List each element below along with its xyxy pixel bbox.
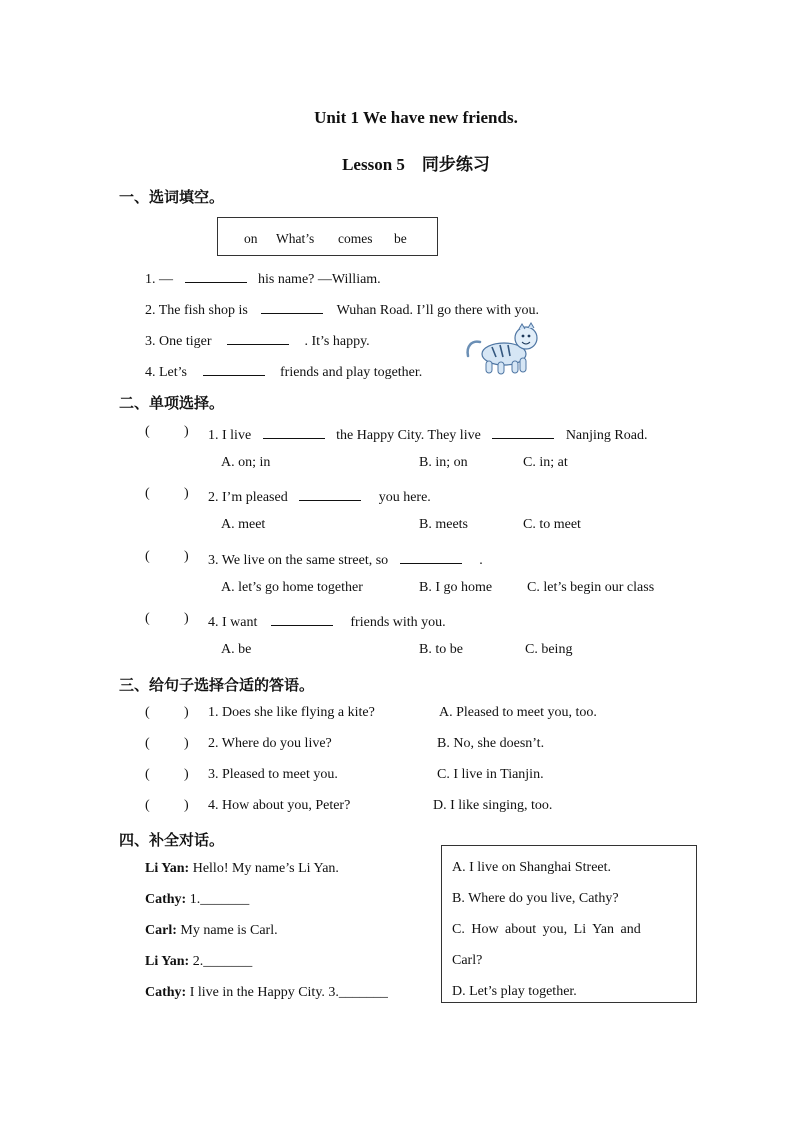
question-text: Nanjing Road. bbox=[565, 428, 648, 443]
answer-paren-close: ) bbox=[184, 798, 189, 813]
answer-blank[interactable] bbox=[299, 486, 361, 501]
choice-question-1 bbox=[208, 424, 647, 444]
answer-paren-open: ( bbox=[145, 424, 150, 439]
dialogue-option: D. Let’s play together. bbox=[452, 984, 577, 999]
answer-blank[interactable] bbox=[492, 424, 554, 439]
fill-question-2 bbox=[145, 299, 539, 319]
dialogue-option: B. Where do you live, Cathy? bbox=[452, 891, 619, 906]
answer-blank[interactable] bbox=[185, 268, 247, 283]
question-text: 3. We live on the same street, so bbox=[208, 553, 389, 568]
dialogue-text[interactable]: I live in the Happy City. 3._______ bbox=[189, 985, 388, 1000]
answer-blank[interactable] bbox=[203, 361, 265, 376]
match-question: 1. Does she like flying a kite? bbox=[208, 705, 375, 720]
answer-blank[interactable] bbox=[261, 299, 323, 314]
question-text: 4. Let’s bbox=[145, 365, 187, 380]
option-text: C. to meet bbox=[523, 517, 581, 532]
match-answer: D. I like singing, too. bbox=[433, 798, 553, 813]
answer-paren-close: ) bbox=[184, 736, 189, 751]
answer-paren-close: ) bbox=[184, 767, 189, 782]
question-text: 1. — bbox=[145, 272, 173, 287]
option-text: C. let’s begin our class bbox=[527, 580, 655, 595]
choice-question-2 bbox=[208, 486, 431, 506]
match-answer: A. Pleased to meet you, too. bbox=[439, 705, 597, 720]
option-text: B. meets bbox=[419, 517, 468, 532]
answer-paren-close: ) bbox=[184, 705, 189, 720]
question-text: 1. I live bbox=[208, 428, 252, 443]
choice-question-4 bbox=[208, 611, 446, 631]
word-bank-word: on bbox=[244, 231, 258, 246]
section4-heading: 四、补全对话。 bbox=[119, 833, 225, 849]
match-answer: B. No, she doesn’t. bbox=[437, 736, 545, 751]
section2-heading: 二、单项选择。 bbox=[119, 396, 225, 412]
answer-blank[interactable] bbox=[400, 549, 462, 564]
word-bank-box bbox=[217, 217, 438, 256]
option-text: A. on; in bbox=[221, 455, 271, 470]
word-bank-word: be bbox=[394, 231, 407, 246]
question-text: friends and play together. bbox=[280, 365, 423, 380]
dialogue-text[interactable]: 1._______ bbox=[189, 892, 250, 907]
speaker-name: Cathy: bbox=[145, 985, 187, 1000]
section3-heading: 三、给句子选择合适的答语。 bbox=[119, 678, 315, 694]
speaker-name: Li Yan: bbox=[145, 954, 190, 969]
word-bank-word: comes bbox=[338, 231, 373, 246]
option-text: A. be bbox=[221, 642, 252, 657]
fill-question-3 bbox=[145, 330, 370, 350]
dialogue-line bbox=[145, 861, 339, 877]
answer-paren-open: ( bbox=[145, 767, 150, 782]
option-text: C. being bbox=[525, 642, 573, 657]
dialogue-text: Hello! My name’s Li Yan. bbox=[192, 861, 339, 876]
dialogue-option: Carl? bbox=[452, 953, 483, 968]
option-text: A. let’s go home together bbox=[221, 580, 363, 595]
match-answer: C. I live in Tianjin. bbox=[437, 767, 544, 782]
dialogue-line bbox=[145, 954, 252, 970]
option-text: B. I go home bbox=[419, 580, 493, 595]
speaker-name: Carl: bbox=[145, 923, 177, 938]
dialogue-option: C. How about you, Li Yan and bbox=[452, 922, 641, 937]
dialogue-text: My name is Carl. bbox=[180, 923, 278, 938]
unit-title: Unit 1 We have new friends. bbox=[314, 108, 518, 127]
question-text: . It’s happy. bbox=[304, 334, 370, 349]
choice-question-3 bbox=[208, 549, 483, 569]
fill-question-1 bbox=[145, 268, 381, 288]
match-question: 2. Where do you live? bbox=[208, 736, 332, 751]
dialogue-line bbox=[145, 892, 249, 908]
section1-heading: 一、选词填空。 bbox=[119, 190, 225, 206]
dialogue-line bbox=[145, 923, 278, 939]
speaker-name: Cathy: bbox=[145, 892, 187, 907]
speaker-name: Li Yan: bbox=[145, 861, 190, 876]
question-text: 2. I’m pleased bbox=[208, 490, 288, 505]
option-text: C. in; at bbox=[523, 455, 568, 470]
word-bank-word: What’s bbox=[276, 231, 315, 246]
option-text: B. in; on bbox=[419, 455, 468, 470]
question-text: his name? —William. bbox=[258, 272, 381, 287]
option-text: A. meet bbox=[221, 517, 266, 532]
question-text: 4. I want bbox=[208, 615, 258, 630]
match-question: 4. How about you, Peter? bbox=[208, 798, 351, 813]
match-question: 3. Pleased to meet you. bbox=[208, 767, 338, 782]
question-text: Wuhan Road. I’ll go there with you. bbox=[336, 303, 539, 318]
answer-paren-close: ) bbox=[184, 549, 189, 564]
answer-paren-open: ( bbox=[145, 736, 150, 751]
answer-paren-close: ) bbox=[184, 611, 189, 626]
lesson-title: Lesson 5 同步练习 bbox=[342, 155, 490, 174]
answer-paren-open: ( bbox=[145, 611, 150, 626]
answer-paren-open: ( bbox=[145, 798, 150, 813]
dialogue-options-box bbox=[441, 845, 697, 1003]
answer-paren-close: ) bbox=[184, 486, 189, 501]
answer-paren-open: ( bbox=[145, 486, 150, 501]
question-text: the Happy City. They live bbox=[336, 428, 481, 443]
answer-blank[interactable] bbox=[227, 330, 289, 345]
question-text: you here. bbox=[378, 490, 431, 505]
answer-paren-open: ( bbox=[145, 705, 150, 720]
tiger-icon bbox=[462, 320, 546, 376]
question-text: . bbox=[479, 553, 483, 568]
dialogue-text[interactable]: 2._______ bbox=[192, 954, 253, 969]
option-text: B. to be bbox=[419, 642, 463, 657]
question-text: 2. The fish shop is bbox=[145, 303, 248, 318]
question-text: 3. One tiger bbox=[145, 334, 212, 349]
question-text: friends with you. bbox=[350, 615, 446, 630]
answer-blank[interactable] bbox=[263, 424, 325, 439]
answer-paren-open: ( bbox=[145, 549, 150, 564]
dialogue-option: A. I live on Shanghai Street. bbox=[452, 860, 612, 875]
answer-paren-close: ) bbox=[184, 424, 189, 439]
answer-blank[interactable] bbox=[271, 611, 333, 626]
dialogue-line bbox=[145, 985, 388, 1001]
fill-question-4 bbox=[145, 361, 422, 381]
